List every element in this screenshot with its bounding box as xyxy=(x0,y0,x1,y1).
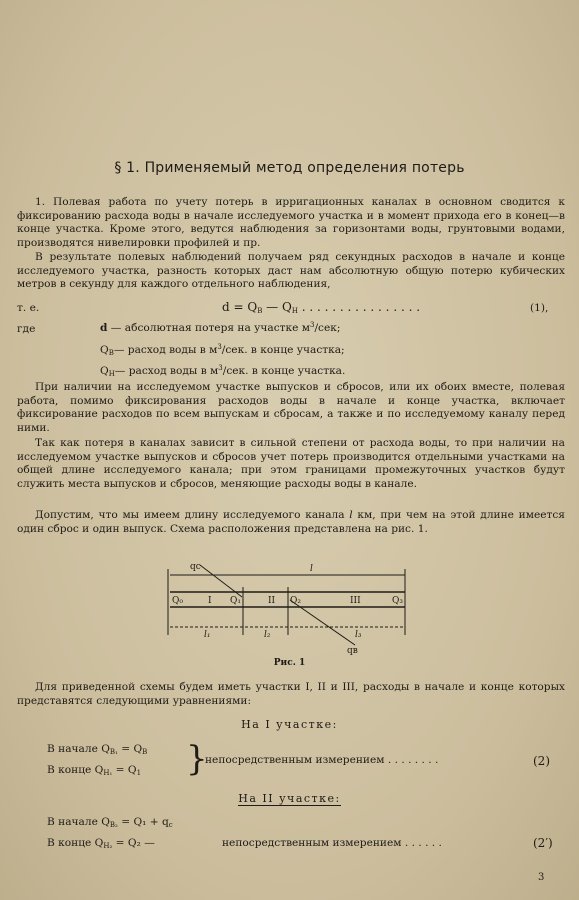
equation-1-label: т. е. xyxy=(17,302,40,314)
paragraph-4 xyxy=(17,437,565,491)
section-1-heading: На I участке: xyxy=(241,718,338,731)
label-q3: Q₃ xyxy=(392,596,403,606)
paragraph-3 xyxy=(17,381,565,435)
definition-qh: $Q_H—$ расход воды в $м^3$/сек. в конце участка. xyxy=(100,364,346,378)
section-title: § 1. Применяемый метод определения потерь xyxy=(114,160,465,176)
paragraph-2-text: В результате полевых наблюдений получаем ряд секундных расходов в начале и конце исследуемого участка, разность которых даст нам абсолютную общую потерю кубических метров в секунду для каждого отдельного наблюдения, xyxy=(17,251,565,291)
s2-method-text: непосредственным измерением . . . . . . xyxy=(222,837,442,849)
paragraph-2 xyxy=(17,251,565,292)
paragraph-1 xyxy=(17,196,565,250)
label-l: l xyxy=(310,564,313,574)
label-l2: l₂ xyxy=(264,630,271,640)
figure-1-diagram xyxy=(160,557,420,657)
s1-row-1: В начале $Q_{B_1} = Q_B$ xyxy=(47,743,148,756)
paragraph-6-text: Для приведенной схемы будем иметь участки I, II и III, расходы в начале и конце которых представятся следующими уравнениями: xyxy=(17,681,565,707)
leader-dots: . . . . . . . . . . . . . . . . xyxy=(301,300,421,314)
s1-method-text: непосредственным измерением . . . . . . . . xyxy=(205,754,439,766)
definition-qb: $Q_B—$ расход воды в $м^3$/сек. в конце участка; xyxy=(100,343,345,357)
s2-row-1: В начале $Q_{B_2} = Q_1 + q_c$ xyxy=(47,816,173,829)
equation-2prime-number: (2′) xyxy=(533,836,553,850)
where-label: где xyxy=(17,323,36,335)
label-q0: Q₀ xyxy=(172,596,183,606)
label-q1: Q₁ xyxy=(230,596,241,606)
label-l1: l₁ xyxy=(204,630,211,640)
paragraph-4-text: Так как потеря в каналах зависит в сильной степени от расхода воды, то при наличии на исследуемом участке выпусков и сбросов учет потерь производится отдельными участками на общей длине исследуемого канала; при этом границами промежуточных участков будут служить места выпусков и сбросов, меняющие расходы воды в канале. xyxy=(17,437,565,490)
label-ii: II xyxy=(268,596,276,606)
paragraph-1-text: 1. Полевая работа по учету потерь в ирригационных каналах в основном сводится к фиксированию расхода воды в начале исследуемого участка и в момент прихода его в конец—в конце участка. Кроме этого, ведутся наблюдения за горизонтами воды, грунтовыми водами, производятся нивелировки профилей и пр. xyxy=(17,196,565,249)
brace: } xyxy=(186,739,208,779)
label-iii: III xyxy=(350,596,361,606)
paragraph-5: Допустим, что мы имеем длину исследуемого канала l км, при чем на этой длине имеется один сброс и один выпуск. Схема расположения представлена на рис. 1. xyxy=(17,509,565,535)
figure-caption: Рис. 1 xyxy=(273,658,306,668)
definition-d: d — абсолютная потеря на участке $м^3$/сек; xyxy=(100,321,341,334)
label-q2: Q₂ xyxy=(290,596,301,606)
paragraph-3-text: При наличии на исследуемом участке выпусков и сбросов, или их обоих вместе, полевая работа, помимо фиксирования расходов воды в начале и конце участка, включает фиксирование расходов по всем выпускам и сбросам, а также и по исследуемому каналу перед ними. xyxy=(17,381,565,434)
s1-row-2: В конце $Q_{H_1} = Q_1$ xyxy=(47,764,142,777)
page-number: 3 xyxy=(538,872,545,883)
equation-2-number: (2) xyxy=(533,754,550,768)
label-i: I xyxy=(208,596,212,606)
paragraph-6 xyxy=(17,681,565,708)
label-qc: qc xyxy=(190,562,201,572)
s2-row-2: В конце $Q_{H_2} = Q_2$ — xyxy=(47,837,155,850)
label-l3: l₃ xyxy=(355,630,362,640)
section-2-heading: На II участке: xyxy=(238,792,341,805)
equation-1: $d = Q_B$ — $Q_H$ . . . . . . . . . . . . . . . . xyxy=(222,300,421,315)
equation-1-number: (1), xyxy=(530,302,549,314)
label-qb: qв xyxy=(347,646,358,656)
